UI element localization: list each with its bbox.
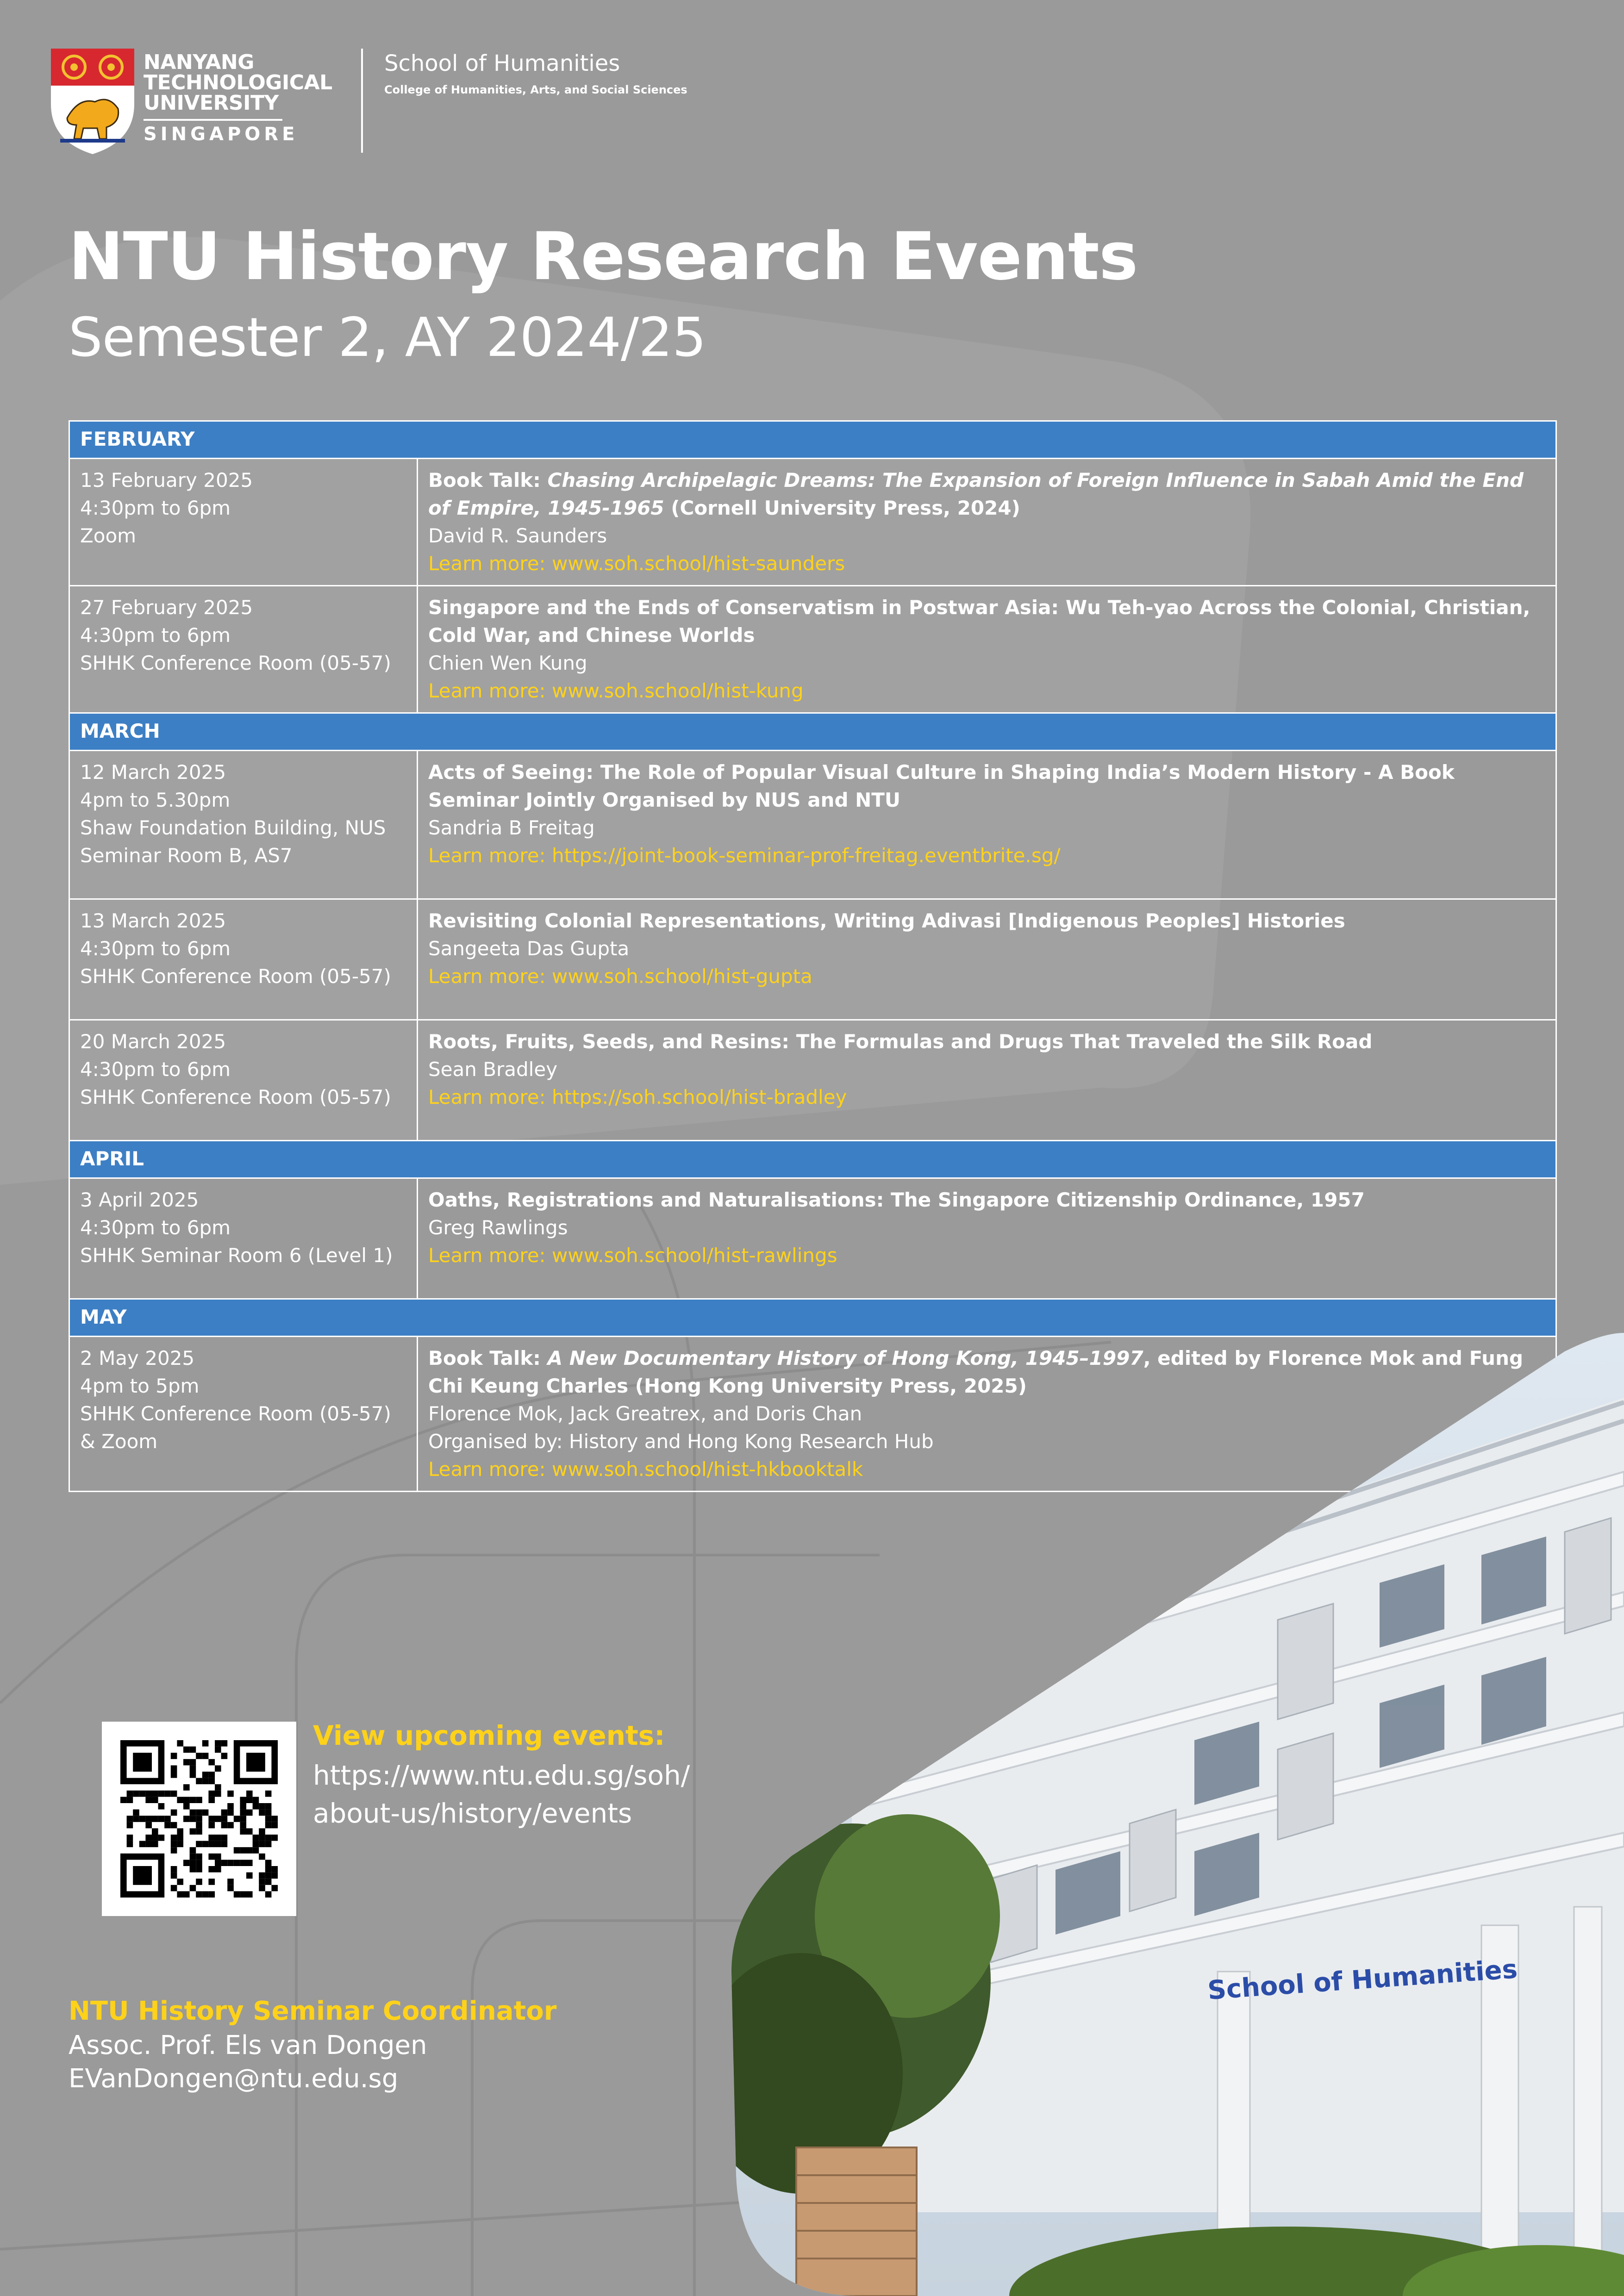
event-title	[428, 907, 1545, 935]
event-row	[69, 899, 1556, 1020]
university-name-line-3: UNIVERSITY	[144, 91, 279, 115]
event-venue: Zoom	[80, 524, 137, 547]
event-speaker: Sean Bradley	[428, 1058, 558, 1081]
event-speaker: Florence Mok, Jack Greatrex, and Doris Chan	[428, 1402, 862, 1425]
event-info-cell	[69, 1020, 418, 1141]
event-time: 4:30pm to 6pm	[80, 624, 231, 647]
event-date: 13 February 2025	[80, 469, 253, 492]
event-venue: SHHK Conference Room (05-57)	[80, 965, 391, 988]
event-learn-more-link[interactable]: Learn more: www.soh.school/hist-gupta	[428, 965, 812, 988]
event-row	[69, 586, 1556, 713]
event-speaker: Chien Wen Kung	[428, 652, 587, 674]
event-date: 13 March 2025	[80, 909, 226, 932]
event-title	[428, 594, 1545, 649]
header-divider	[361, 49, 363, 153]
month-header-row	[69, 1141, 1556, 1178]
university-country: SINGAPORE	[144, 119, 282, 145]
coordinator-title: NTU History Seminar Coordinator	[69, 1996, 557, 2026]
event-row	[69, 459, 1556, 586]
event-info-cell	[69, 899, 418, 1020]
view-events-url[interactable]	[313, 1756, 690, 1832]
event-venue: SHHK Seminar Room 6 (Level 1)	[80, 1244, 393, 1267]
event-title-text: Oaths, Registrations and Naturalisations: The Singapore Citizenship Ordinance, 1957	[428, 1188, 1365, 1211]
event-description-cell	[418, 459, 1556, 586]
event-title-text: Book Talk:	[428, 469, 548, 492]
school-name: School of Humanities	[384, 50, 620, 76]
event-title	[428, 759, 1545, 814]
month-label: FEBRUARY	[69, 421, 1556, 459]
event-description-cell	[418, 1178, 1556, 1299]
month-header-row	[69, 1299, 1556, 1337]
coordinator-name: Assoc. Prof. Els van Dongen	[69, 2030, 427, 2060]
qr-code[interactable]	[102, 1722, 296, 1916]
event-title	[428, 1028, 1545, 1056]
event-speaker: David R. Saunders	[428, 524, 607, 547]
page-subtitle: Semester 2, AY 2024/25	[69, 306, 706, 369]
university-name	[144, 52, 356, 145]
event-title-text: Roots, Fruits, Seeds, and Resins: The Formulas and Drugs That Traveled the Silk Road	[428, 1030, 1373, 1053]
event-time: 4:30pm to 6pm	[80, 497, 231, 519]
event-speaker: Sangeeta Das Gupta	[428, 937, 630, 960]
event-title-text: Acts of Seeing: The Role of Popular Visual Culture in Shaping India’s Modern History - A Book Seminar Jointly Organised by NUS and NTU	[428, 761, 1455, 811]
view-events-url-line-1[interactable]: https://www.ntu.edu.sg/soh/	[313, 1760, 690, 1791]
event-date: 27 February 2025	[80, 596, 253, 619]
building-sign: School of Humanities	[1206, 1954, 1518, 2006]
event-venue: Shaw Foundation Building, NUS	[80, 816, 386, 839]
event-learn-more-link[interactable]: Learn more: www.soh.school/hist-hkbooktalk	[428, 1458, 863, 1481]
month-header-row	[69, 713, 1556, 751]
event-time: 4:30pm to 6pm	[80, 1058, 231, 1081]
event-description-cell	[418, 586, 1556, 713]
event-description-cell	[418, 751, 1556, 899]
college-name: College of Humanities, Arts, and Social Sciences	[384, 83, 687, 96]
page-title: NTU History Research Events	[69, 218, 1138, 295]
event-title	[428, 1186, 1545, 1214]
event-row	[69, 1020, 1556, 1141]
event-date: 12 March 2025	[80, 761, 226, 784]
university-name-line-1: NANYANG	[144, 50, 254, 74]
event-venue: & Zoom	[80, 1430, 158, 1453]
events-table-body	[69, 421, 1556, 1492]
event-title-text: Book Talk:	[428, 1347, 548, 1369]
month-label: APRIL	[69, 1141, 1556, 1178]
event-speaker: Greg Rawlings	[428, 1216, 568, 1239]
view-events-url-line-2[interactable]: about-us/history/events	[313, 1798, 632, 1829]
month-label: MAY	[69, 1299, 1556, 1337]
university-name-line-2: TECHNOLOGICAL	[144, 71, 332, 94]
month-label: MARCH	[69, 713, 1556, 751]
event-description-cell	[418, 899, 1556, 1020]
event-description-cell	[418, 1020, 1556, 1141]
event-title-text: Singapore and the Ends of Conservatism in Postwar Asia: Wu Teh-yao Across the Colonial, Christian, Cold War, and Chinese Worlds	[428, 596, 1530, 647]
school-building-photo	[731, 1333, 1624, 2296]
event-title-suffix: , edited by Florence Mok and Fung Chi Keung Charles (Hong Kong University Press, 2025)	[428, 1347, 1524, 1397]
view-events-title: View upcoming events:	[313, 1720, 665, 1751]
event-row	[69, 1178, 1556, 1299]
event-venue: Seminar Room B, AS7	[80, 844, 293, 867]
event-time: 4:30pm to 6pm	[80, 1216, 231, 1239]
event-time: 4pm to 5pm	[80, 1375, 200, 1397]
event-learn-more-link[interactable]: Learn more: https://joint-book-seminar-prof-freitag.eventbrite.sg/	[428, 844, 1061, 867]
event-info-cell	[69, 586, 418, 713]
event-row	[69, 751, 1556, 899]
event-venue: SHHK Conference Room (05-57)	[80, 1402, 391, 1425]
event-title-text: Revisiting Colonial Representations, Writing Adivasi [Indigenous Peoples] Histories	[428, 909, 1345, 932]
event-info-cell	[69, 459, 418, 586]
events-table	[69, 420, 1557, 1492]
event-title-italic: Chasing Archipelagic Dreams: The Expansion of Foreign Influence in Sabah Amid the End of Empire, 1945-1965	[428, 469, 1524, 519]
event-date: 2 May 2025	[80, 1347, 195, 1369]
event-venue: SHHK Conference Room (05-57)	[80, 1086, 391, 1108]
event-title-italic: A New Documentary History of Hong Kong, 1945–1997	[547, 1347, 1143, 1369]
school-block	[384, 49, 687, 101]
event-speaker: Organised by: History and Hong Kong Research Hub	[428, 1430, 934, 1453]
event-speaker: Sandria B Freitag	[428, 816, 595, 839]
event-learn-more-link[interactable]: Learn more: www.soh.school/hist-saunders	[428, 552, 845, 575]
event-learn-more-link[interactable]: Learn more: https://soh.school/hist-bradley	[428, 1086, 847, 1108]
qr-code-pattern	[120, 1740, 278, 1898]
event-date: 20 March 2025	[80, 1030, 226, 1053]
event-time: 4pm to 5.30pm	[80, 789, 231, 811]
ntu-crest-logo	[51, 49, 134, 155]
month-header-row	[69, 421, 1556, 459]
event-title	[428, 467, 1545, 522]
event-learn-more-link[interactable]: Learn more: www.soh.school/hist-kung	[428, 679, 804, 702]
event-info-cell	[69, 751, 418, 899]
event-learn-more-link[interactable]: Learn more: www.soh.school/hist-rawlings	[428, 1244, 837, 1267]
event-date: 3 April 2025	[80, 1188, 199, 1211]
event-time: 4:30pm to 6pm	[80, 937, 231, 960]
event-venue: SHHK Conference Room (05-57)	[80, 652, 391, 674]
event-info-cell	[69, 1178, 418, 1299]
event-title-suffix: (Cornell University Press, 2024)	[664, 497, 1020, 519]
coordinator-email[interactable]: EVanDongen@ntu.edu.sg	[69, 2064, 399, 2094]
event-info-cell	[69, 1337, 418, 1492]
